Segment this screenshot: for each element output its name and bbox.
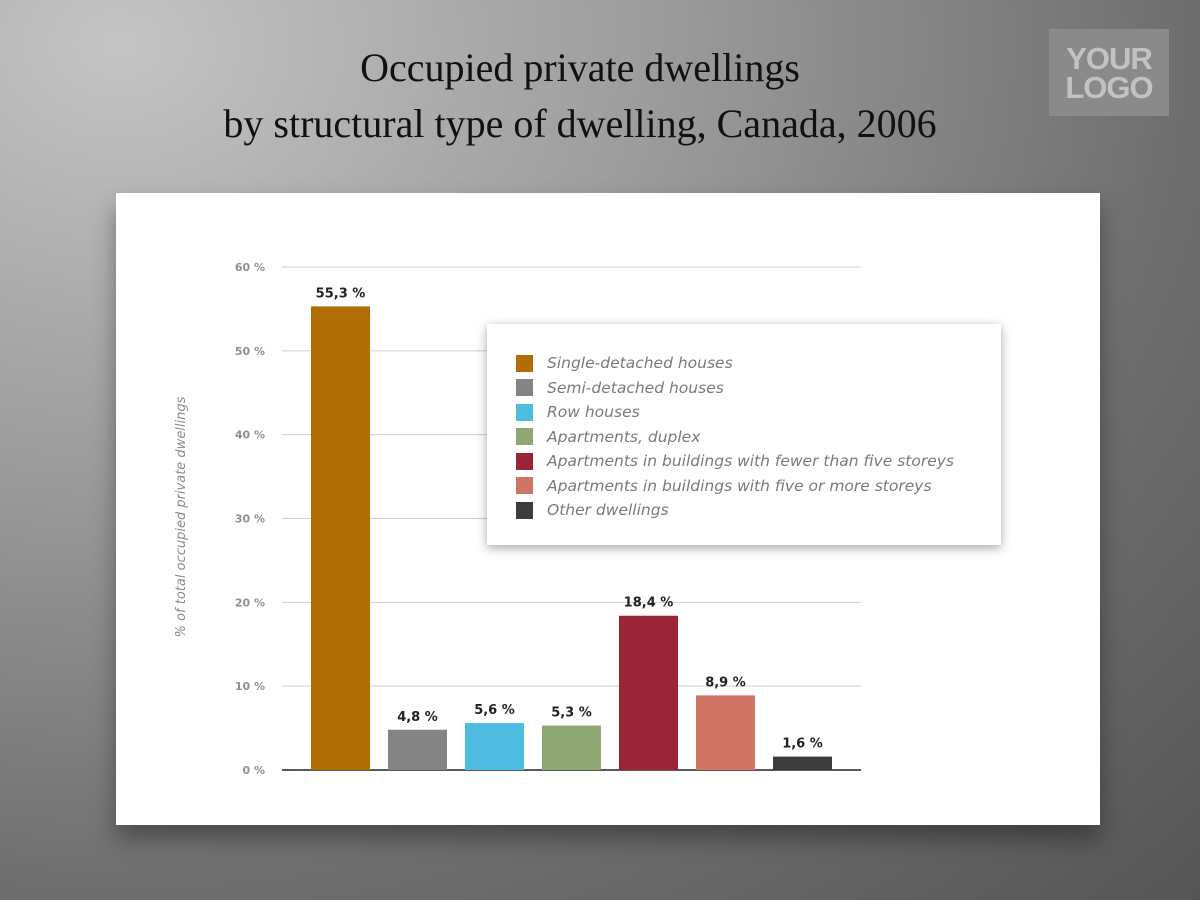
chart-legend	[487, 324, 1001, 545]
chart-panel	[116, 193, 1100, 825]
bar	[388, 730, 447, 770]
bar	[773, 757, 832, 770]
legend-swatch	[516, 502, 533, 519]
bar-value-label: 55,3 %	[315, 286, 366, 302]
legend-label: Row houses	[547, 403, 640, 422]
legend-swatch	[516, 477, 533, 494]
legend-label: Other dwellings	[547, 501, 669, 520]
bar-value-label: 8,9 %	[705, 675, 746, 691]
legend-label: Apartments, duplex	[547, 427, 701, 446]
bar-value-label: 18,4 %	[623, 595, 674, 611]
legend-swatch	[516, 379, 533, 396]
legend-label: Single-detached houses	[547, 354, 733, 373]
y-axis-title: % of total occupied private dwellings	[174, 396, 189, 638]
legend-swatch	[516, 428, 533, 445]
logo-text-line-1: YOUR	[1066, 40, 1152, 76]
bar	[696, 695, 755, 770]
y-axis-ticks	[235, 261, 265, 777]
legend-item	[516, 474, 1001, 499]
bar-value-label: 5,6 %	[474, 703, 515, 719]
bar	[465, 723, 524, 770]
legend-swatch	[516, 453, 533, 470]
legend-item	[516, 425, 1001, 450]
legend-swatch	[516, 355, 533, 372]
legend-item	[516, 498, 1001, 523]
legend-item	[516, 351, 1001, 376]
bar	[311, 306, 370, 770]
bar	[619, 616, 678, 770]
y-tick-label: 40 %	[234, 428, 265, 442]
bar-value-label: 4,8 %	[397, 709, 438, 725]
legend-label: Apartments in buildings with fewer than five storeys	[547, 452, 954, 471]
y-tick-label: 20 %	[234, 596, 265, 610]
legend-item	[516, 449, 1001, 474]
legend-label: Apartments in buildings with five or more storeys	[547, 476, 932, 495]
y-tick-label: 50 %	[234, 344, 265, 358]
y-tick-label: 10 %	[234, 680, 265, 694]
bar-value-label: 1,6 %	[782, 736, 823, 752]
legend-item	[516, 376, 1001, 401]
slide-title-line-2: by structural type of dwelling, Canada, 2006	[223, 101, 937, 146]
y-tick-label: 60 %	[234, 261, 265, 274]
y-tick-label: 0 %	[242, 764, 265, 777]
bar	[542, 726, 601, 770]
logo-text-line-2: LOGO	[1065, 69, 1153, 105]
bar-value-label: 5,3 %	[551, 705, 592, 721]
legend-label: Semi-detached houses	[547, 378, 724, 397]
logo-placeholder	[1049, 29, 1169, 116]
slide-title-line-1: Occupied private dwellings	[360, 45, 800, 90]
y-tick-label: 30 %	[234, 512, 265, 526]
legend-item	[516, 400, 1001, 425]
legend-swatch	[516, 404, 533, 421]
slide-title	[0, 40, 1160, 152]
